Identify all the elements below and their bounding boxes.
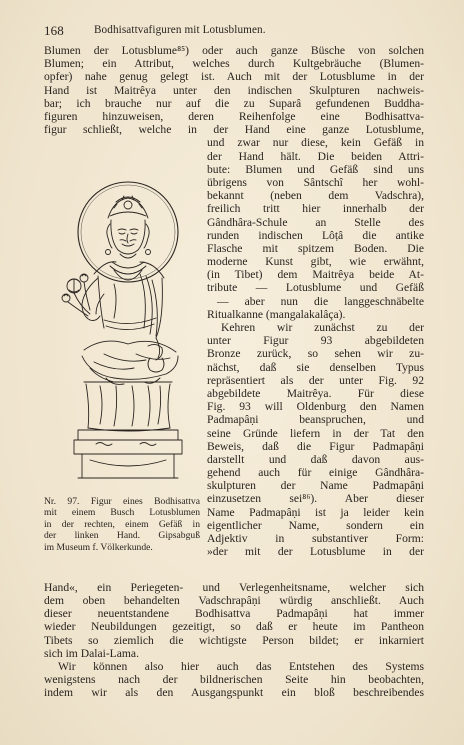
- text-line: einzusetzen sei⁸⁶). Aber dieser: [207, 492, 424, 506]
- right-column-text: [207, 136, 424, 558]
- text-line: Name Padmapâṇi ist ja leider kein: [207, 505, 424, 519]
- text-line: Kehren wir zunächst zu der: [221, 321, 424, 335]
- text-line: opfer) nahe genug gelegt ist. Auch mit der Lotusblume in der: [44, 70, 424, 84]
- text-line: — aber nun die langgeschnäbelte: [217, 294, 424, 308]
- text-line: darstellt und daß davon aus-: [207, 452, 424, 466]
- page-number: 168: [44, 23, 64, 38]
- text-line: wieder Neubildungen gezeitigt, so daß er heute im Pantheon: [44, 620, 424, 634]
- figure-caption: [44, 496, 200, 553]
- caption-line: im Museum f. Völkerkunde.: [44, 541, 153, 553]
- text-line: wenigstens nach der bildnerischen Seite hin beobachten,: [44, 673, 424, 687]
- running-title: Bodhisattvafiguren mit Lotusblumen.: [94, 24, 266, 36]
- top-paragraph: [44, 44, 424, 136]
- text-line: seine Gründe liefern in der Tat den: [207, 426, 424, 440]
- text-line: moderne Kunst gibt, wie erwähnt,: [207, 255, 424, 269]
- text-line: skulpturen der Name Padmapâṇi: [207, 479, 424, 493]
- text-line: (in Tibet) dem Maitrêya beide At-: [207, 268, 424, 282]
- text-line: Hand ist Maitrêya unter den indischen Skulpturen nachweis-: [44, 83, 424, 97]
- bodhisattva-figure: [44, 178, 199, 488]
- text-line: nächst, daß sie denselben Typus: [207, 360, 424, 374]
- text-line: Beweis, daß die Figur Padmapâṇi: [207, 439, 424, 453]
- caption-line: in der rechten, einem Gefäß in: [44, 518, 200, 530]
- text-line: unter Figur 93 abgebildeten: [207, 334, 424, 348]
- text-line: runden indischen Lôṭâ die antike: [207, 228, 424, 242]
- bodhisattva-illustration: [44, 178, 199, 488]
- text-line: eigentlicher Name, sondern ein: [207, 518, 424, 532]
- text-line: »der mit der Lotusblume in der: [207, 545, 424, 559]
- text-line: Padmapâṇi beanspruchen, und: [207, 413, 424, 427]
- text-line: Bronze zurück, so sehen wir zu-: [207, 347, 424, 361]
- text-line: repräsentiert als der unter Fig. 92: [207, 373, 424, 387]
- text-line: Hand«, ein Periegeten- und Verlegenheitsname, welcher sich: [44, 580, 424, 594]
- text-line: sich im Dalai-Lama.: [44, 646, 139, 660]
- text-line: Wir können also hier auch das Entstehen des Systems: [58, 659, 424, 673]
- text-line: der Hand hält. Die beiden Attri-: [207, 149, 424, 163]
- text-line: Gândhâra-Schule an Stelle des: [207, 215, 424, 229]
- text-line: dem oben behandelten Vadschrapâṇi würdig anschließt. Auch: [44, 593, 424, 607]
- text-line: abgebildete Maitrêya. Für diese: [207, 386, 424, 400]
- text-line: figur schließt, welche in der Hand eine ganze Lotusblume,: [44, 123, 424, 137]
- text-line: figuren hinzuweisen, deren Reihenfolge eine Bodhisattva-: [44, 109, 424, 123]
- text-line: bar; ich brauche nur auf die zu Suparâ gefundenen Buddha-: [44, 96, 424, 110]
- text-line: übrigens von Sântschî her wohl-: [207, 175, 424, 189]
- text-line: Fig. 93 will Oldenburg den Namen: [207, 400, 424, 414]
- caption-line: Nr. 97. Figur eines Bodhisattva: [44, 496, 200, 507]
- text-line: Adjektiv in substantiver Form:: [207, 532, 424, 546]
- text-line: Flasche mit spitzem Boden. Die: [207, 241, 424, 255]
- text-line: bekannt (neben dem Vadschra),: [207, 189, 424, 203]
- text-line: indem wir als den Ausgangspunkt ein bloß beschreibendes: [44, 686, 424, 700]
- text-line: Tibets so ziemlich die wichtigste Person bildet; er inkarniert: [44, 633, 424, 647]
- text-line: dieser neuentstandene Bodhisattva Padmapâṇi hat immer: [44, 607, 424, 621]
- text-line: und zwar nur diese, kein Gefäß in: [207, 136, 424, 150]
- caption-line: der linken Hand. Gipsabguß: [44, 530, 200, 542]
- text-line: tribute — Lotusblume und Gefäß: [207, 281, 424, 295]
- text-line: Blumen; ein Attribut, welches durch Kultgebräuche (Blumen-: [44, 57, 424, 71]
- text-line: freilich tritt hier innerhalb der: [207, 202, 424, 216]
- bottom-paragraph: [44, 581, 424, 700]
- text-line: Ritualkanne (mangalakalâça).: [207, 307, 346, 321]
- text-line: Blumen der Lotusblume⁸⁵) oder auch ganze Büsche von solchen: [44, 44, 424, 57]
- text-line: gehend auch für einige Gândhâra-: [207, 466, 424, 480]
- caption-line: mit einem Busch Lotusblumen: [44, 507, 200, 519]
- text-line: bute: Blumen und Gefäß sind uns: [207, 162, 424, 176]
